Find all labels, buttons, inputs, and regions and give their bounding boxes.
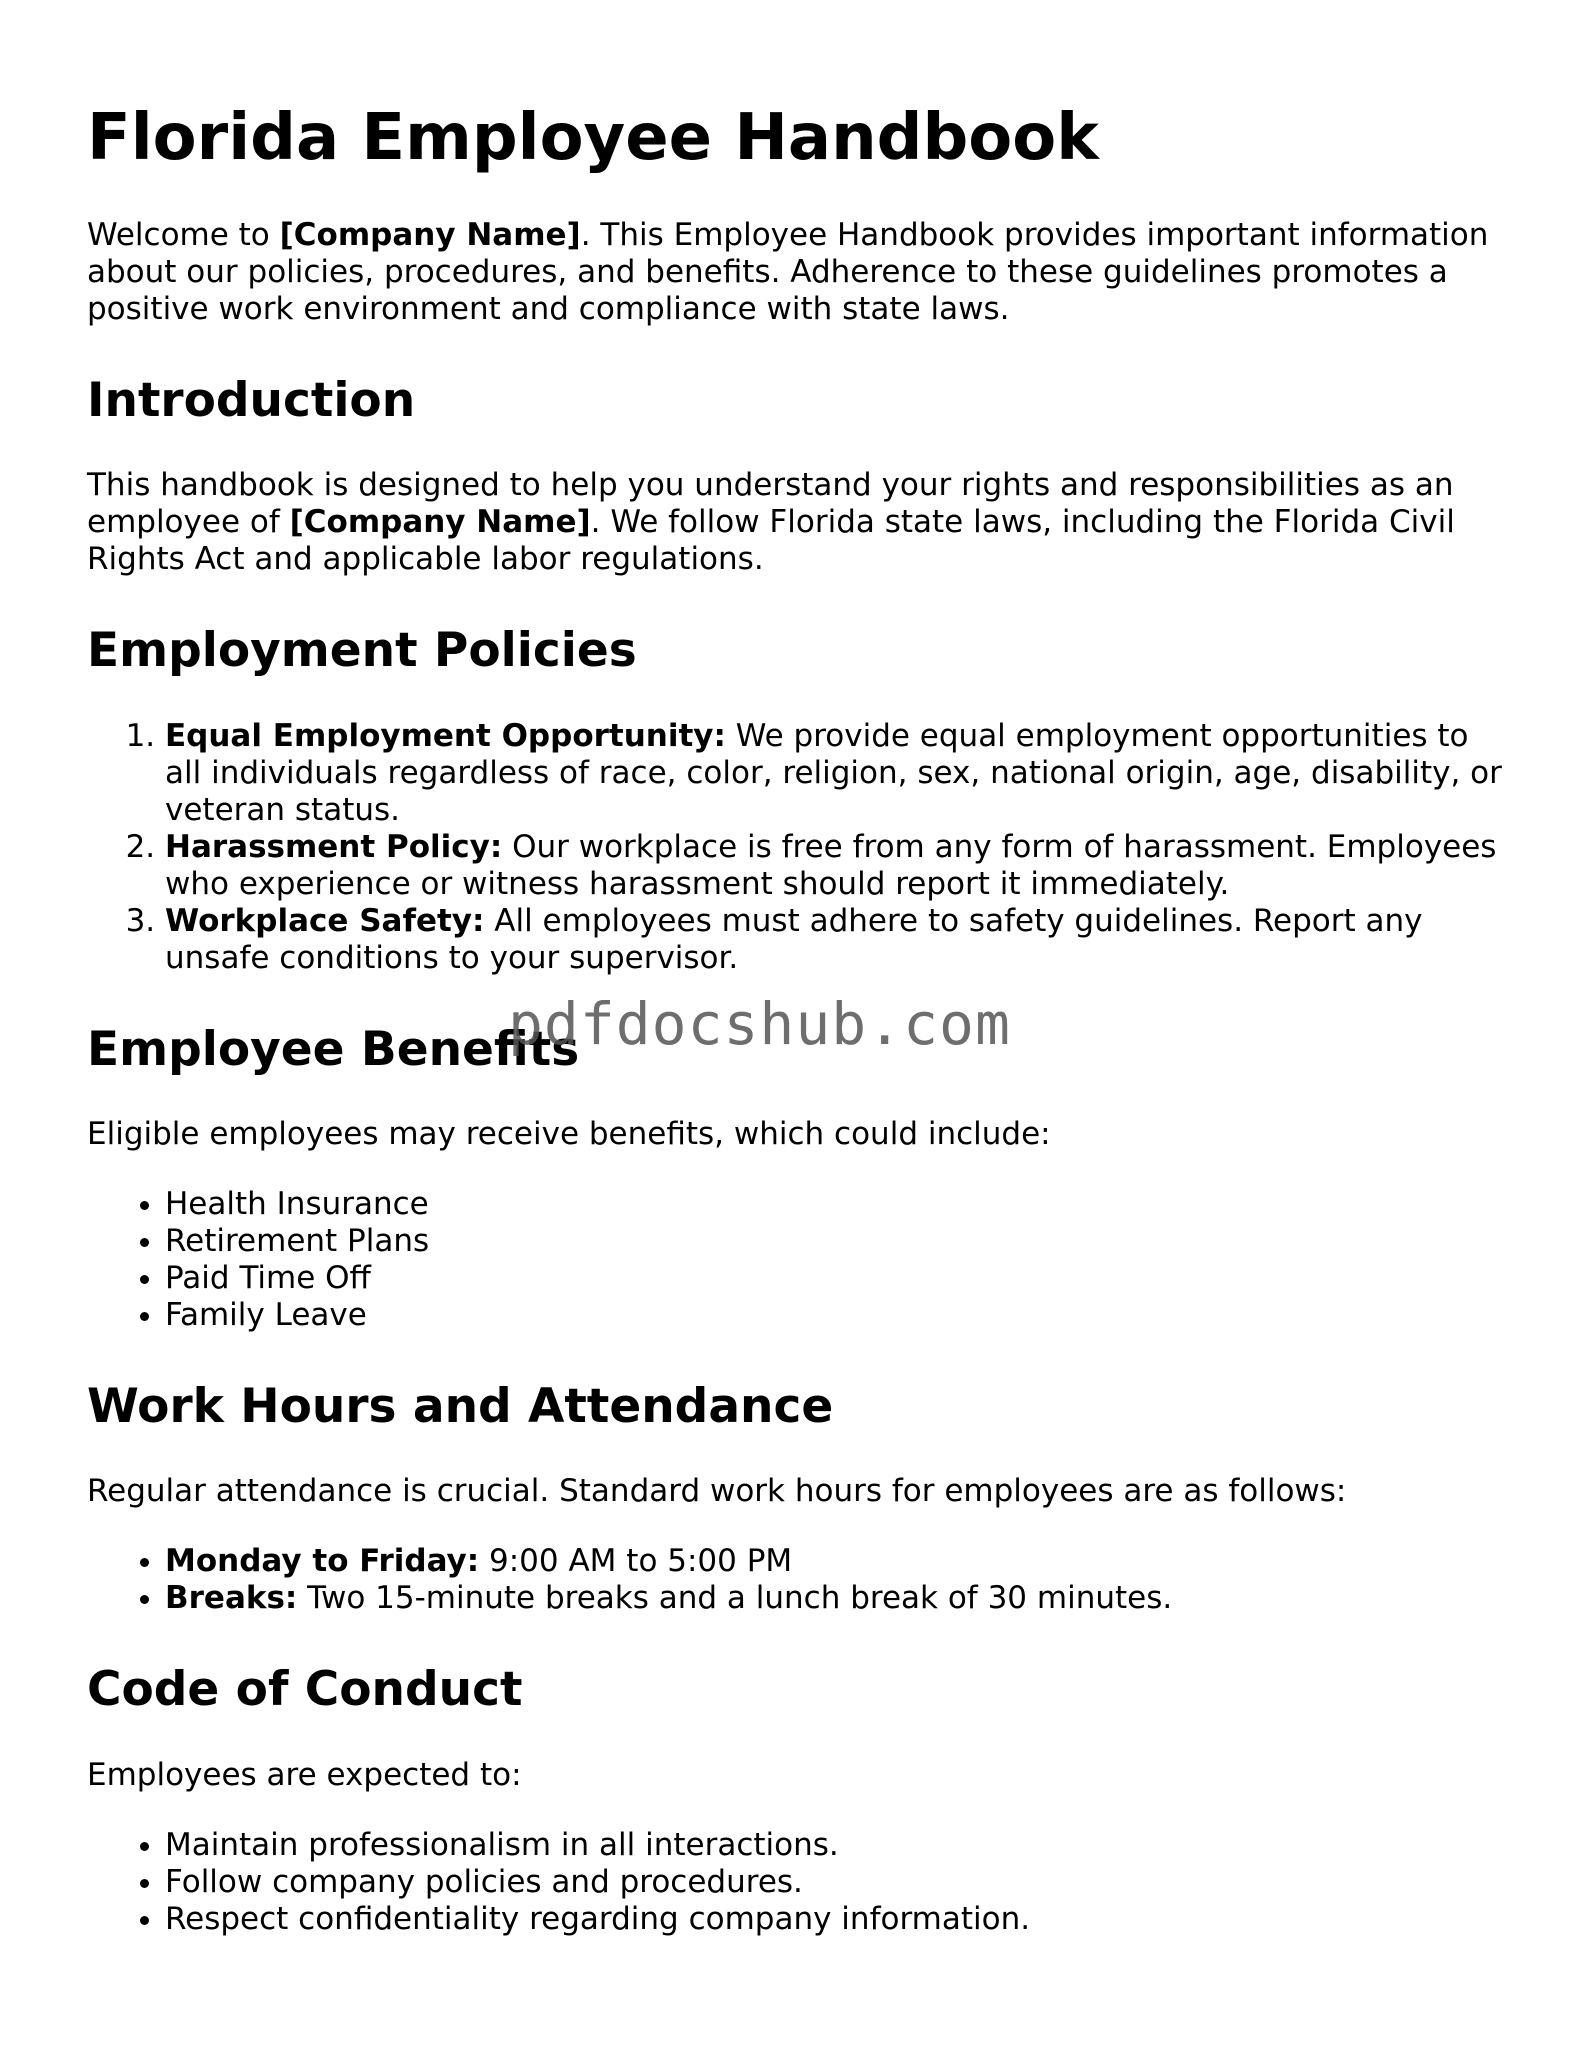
hours-text: 9:00 AM to 5:00 PM <box>479 1543 793 1580</box>
list-item <box>165 1580 1507 1617</box>
employee-benefits-heading: Employee Benefits <box>87 1021 580 1077</box>
introduction-heading: Introduction <box>87 372 416 428</box>
employment-policies-heading: Employment Policies <box>87 623 637 679</box>
benefits-list <box>87 1186 1507 1334</box>
introduction-prefix: This handbook is designed to help you understand your rights and responsibilities as an employee of <box>87 467 1454 541</box>
watermark-text: pdfdocshub.com <box>508 990 1011 1058</box>
policy-item <box>165 718 1507 829</box>
list-item: • Health Insurance <box>165 1186 1507 1223</box>
conduct-paragraph: Employees are expected to: <box>87 1756 522 1793</box>
work-hours-list <box>87 1543 1507 1617</box>
policy-label: Harassment Policy: <box>165 828 503 865</box>
policy-text: We provide equal employment opportunities to all individuals regardless of race, color, religion, sex, national origin, age, disability, or veteran status. <box>165 717 1502 828</box>
company-name-placeholder: [Company Name] <box>289 504 591 541</box>
employment-policies-list <box>87 718 1507 977</box>
policy-item <box>165 903 1507 977</box>
code-of-conduct-heading: Code of Conduct <box>87 1662 523 1718</box>
page-title: Florida Employee Handbook <box>87 101 1099 175</box>
policy-text: All employees must adhere to safety guidelines. Report any unsafe conditions to your supervisor. <box>165 902 1423 976</box>
policy-item <box>165 829 1507 903</box>
welcome-prefix: Welcome to <box>87 216 280 253</box>
work-hours-heading: Work Hours and Attendance <box>87 1378 834 1434</box>
introduction-paragraph <box>87 467 1507 578</box>
list-item: • Retirement Plans <box>165 1223 1507 1260</box>
policy-label: Equal Employment Opportunity: <box>165 717 726 754</box>
benefits-paragraph: Eligible employees may receive benefits, which could include: <box>87 1115 1051 1152</box>
policy-label: Workplace Safety: <box>165 902 485 939</box>
list-item: • Maintain professionalism in all interactions. <box>165 1827 1507 1864</box>
company-name-placeholder: [Company Name] <box>279 216 581 253</box>
work-hours-paragraph: Regular attendance is crucial. Standard work hours for employees are as follows: <box>87 1473 1347 1510</box>
list-item: • Family Leave <box>165 1297 1507 1334</box>
hours-text: Two 15-minute breaks and a lunch break of 30 minutes. <box>297 1580 1173 1617</box>
hours-label: Monday to Friday: <box>165 1543 480 1580</box>
list-item: • Follow company policies and procedures. <box>165 1864 1507 1901</box>
hours-label: Breaks: <box>165 1580 298 1617</box>
list-item: • Paid Time Off <box>165 1260 1507 1297</box>
welcome-suffix: . This Employee Handbook provides important information about our policies, procedures, and benefits. Adherence to these guidelines promotes a positive work environment and compliance with state laws. <box>87 216 1489 327</box>
list-item: • Respect confidentiality regarding company information. <box>165 1901 1507 1938</box>
list-item <box>165 1543 1507 1580</box>
welcome-paragraph <box>87 217 1507 328</box>
conduct-list <box>87 1827 1507 1938</box>
introduction-suffix: . We follow Florida state laws, including the Florida Civil Rights Act and applicable labor regulations. <box>87 504 1455 578</box>
document-page <box>87 100 1507 1983</box>
policy-text: Our workplace is free from any form of harassment. Employees who experience or witness harassment should report it immediately. <box>165 828 1497 902</box>
